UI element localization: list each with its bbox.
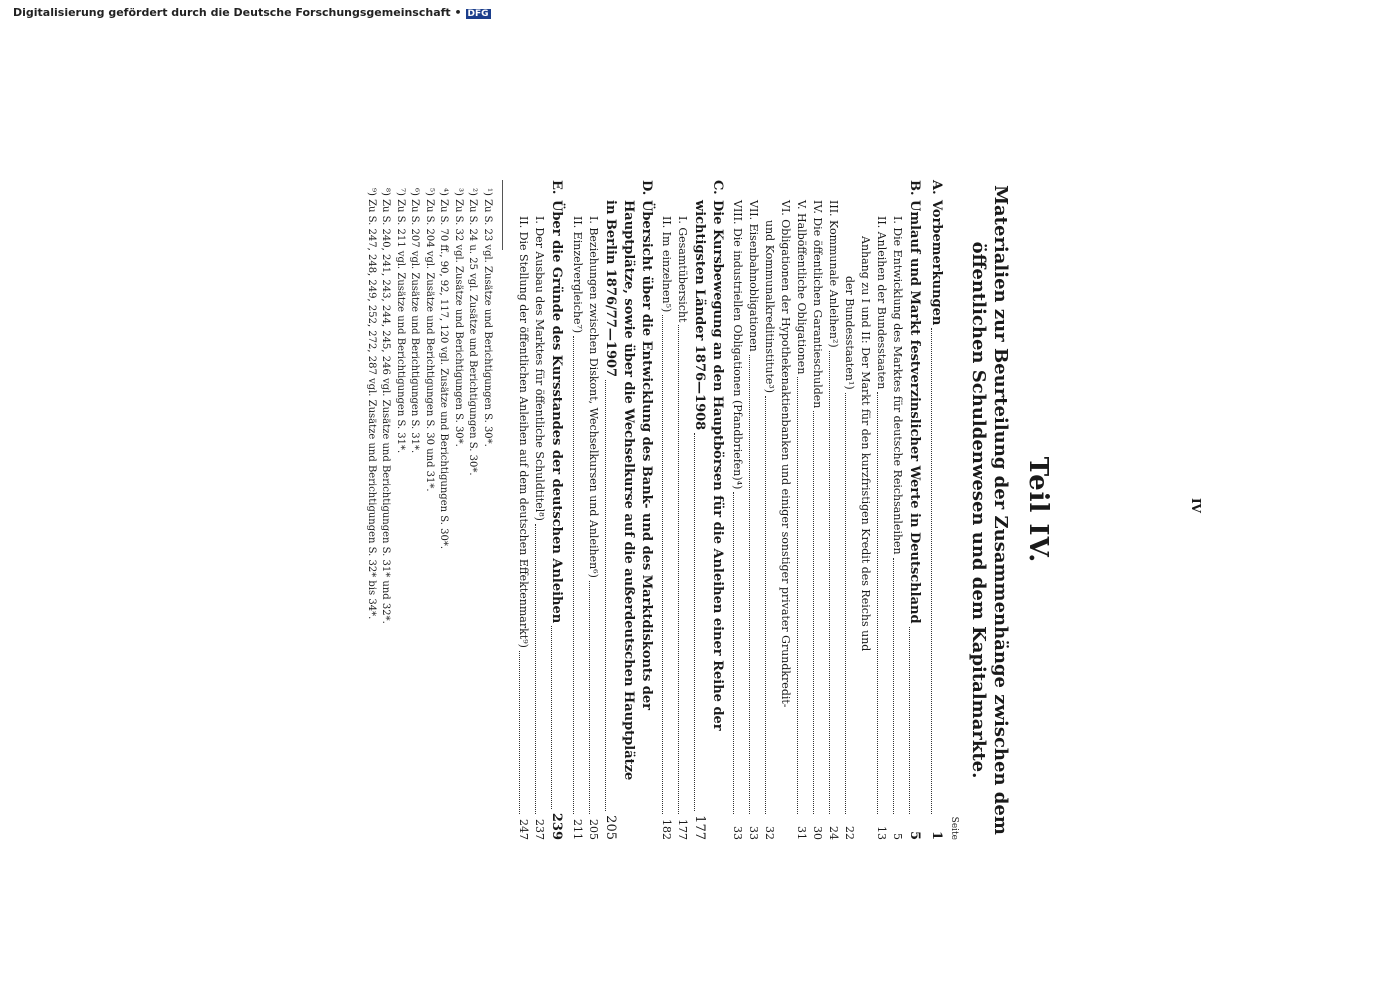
- leader-dots: [797, 377, 798, 814]
- toc-label: Übersicht über die Entwicklung des Bank- und des Marktdiskonts der: [639, 200, 654, 710]
- main-title: Materialien zur Beurteilung der Zusammenhänge zwischen dem öffentlichen Schuldenwesen und dem Kapitalmarkte.: [968, 185, 1011, 835]
- toc-entry-b: [905, 180, 924, 840]
- toc-page: 24: [827, 826, 840, 840]
- footnote-text: Zu S. 70 ff., 90, 92, 117, 120 vgl. Zusätze und Berichtigungen S. 30*.: [438, 199, 450, 550]
- toc-page: 177: [676, 819, 689, 840]
- toc-entry-b5: [793, 180, 809, 840]
- toc-label: I. Der Ausbau des Marktes für öffentliche Schuldtitel⁸): [533, 216, 546, 521]
- footnote: [480, 180, 495, 840]
- leader-dots: [813, 411, 814, 814]
- toc-page: 1: [929, 830, 944, 840]
- toc-page: 5: [891, 833, 904, 840]
- toc-page: 177: [692, 815, 707, 840]
- footnote-mark: ⁴): [438, 188, 450, 196]
- toc-entry-d2: [569, 180, 585, 840]
- toc-page: 22: [843, 826, 856, 840]
- toc-entry-b3: [825, 180, 841, 840]
- toc-entry-e2: [515, 180, 531, 840]
- toc-label: VIII. Die industriellen Obligationen (Pfandbriefen)⁴): [731, 200, 744, 490]
- toc-entry-a: [927, 180, 946, 840]
- leader-dots: [749, 355, 750, 814]
- footnote: [364, 180, 379, 840]
- leader-dots: [573, 336, 574, 814]
- footnote-mark: ²): [467, 188, 479, 196]
- toc-label-cont: der Bundesstaaten¹): [843, 276, 856, 390]
- footnote-text: Zu S. 207 vgl. Zusätze und Berichtigungen S. 31*.: [409, 199, 421, 454]
- toc-page: 182: [660, 819, 673, 840]
- toc-entry-b8: [729, 180, 745, 840]
- toc-page: 239: [549, 812, 564, 840]
- toc-entry-c: [690, 180, 726, 840]
- footnote-mark: ⁹): [366, 188, 377, 196]
- leader-dots: [931, 328, 932, 814]
- leader-dots: [733, 492, 734, 814]
- toc-entry-e: [547, 180, 566, 840]
- leader-dots: [829, 351, 830, 814]
- leader-dots: [519, 651, 520, 814]
- credit-text: Digitalisierung gefördert durch die Deutsche Forschungsgemeinschaft •: [13, 6, 462, 19]
- dfg-logo: DFG: [467, 9, 489, 19]
- toc-page: 31: [795, 826, 808, 840]
- toc-label-cont: und Kommunalkreditinstitute³): [763, 220, 776, 394]
- toc-label: I. Gesamtübersicht: [676, 216, 689, 323]
- leader-dots: [877, 392, 878, 814]
- toc-letter: C.: [710, 180, 725, 195]
- toc-entry-e1: [531, 180, 547, 840]
- toc-page: 33: [731, 826, 744, 840]
- toc-label: Über die Gründe des Kursstandes der deutschen Anleihen: [549, 200, 564, 624]
- leader-dots: [662, 315, 663, 814]
- page-number: IV: [1189, 498, 1203, 513]
- toc-label: Vorbemerkungen: [929, 200, 944, 326]
- toc-page: 211: [571, 819, 584, 840]
- footnote: [393, 180, 408, 840]
- part-title: Teil IV.: [1023, 456, 1053, 564]
- footnote-mark: ¹): [482, 188, 493, 196]
- toc-entry-c1: [674, 180, 690, 840]
- toc-page: 30: [811, 826, 824, 840]
- toc-label: II. Einzelvergleiche⁷): [571, 216, 584, 334]
- toc-label: VI. Obligationen der Hypothekenaktienbanken und einiger sonstiger privater Grundkredit-: [779, 200, 792, 708]
- toc-label-cont: in Berlin 1876/77—1907: [603, 200, 618, 378]
- footnote-text: Zu S. 247, 248, 249, 252, 272, 287 vgl. Zusätze und Berichtigungen S. 32* bis 34*.: [366, 199, 377, 620]
- toc-page: 5: [907, 830, 922, 840]
- toc-entry-b1: [889, 180, 905, 840]
- toc-page: 33: [747, 826, 760, 840]
- toc-label: II. Anleihen der Bundesstaaten: [875, 216, 888, 390]
- footnote-mark: ⁶): [409, 188, 421, 196]
- footnote-text: Zu S. 211 vgl. Zusätze und Berichtigungen S. 31*.: [395, 199, 406, 454]
- toc-page: 247: [517, 819, 530, 840]
- footnote: [465, 180, 480, 840]
- toc-letter: D.: [639, 180, 654, 196]
- footnote-text: Zu S. 240, 241, 243, 244, 245, 246 vgl. Zusätze und Berichtigungen S. 31* und 32*.: [380, 199, 392, 624]
- footnote: [407, 180, 422, 840]
- toc-page: 205: [603, 815, 618, 840]
- toc-entry-b2: [873, 180, 889, 840]
- toc-label-cont: Hauptplätze, sowie über die Wechselkurse auf die außerdeutschen Hauptplätze: [621, 200, 636, 781]
- footnote-mark: ³): [453, 188, 464, 196]
- toc-label: I. Die Entwicklung des Marktes für deutsche Reichsanleihen: [891, 216, 904, 555]
- toc-label: Umlauf und Markt festverzinslicher Werte in Deutschland: [907, 200, 922, 624]
- footnote: [422, 180, 437, 840]
- toc-label: II. Die Stellung der öffentlichen Anleihen auf dem deutschen Effektenmarkt⁹): [517, 216, 530, 648]
- seite-label: Seite: [949, 816, 959, 840]
- leader-dots: [694, 433, 695, 811]
- toc-entry-d: [601, 180, 655, 840]
- leader-dots: [551, 626, 552, 809]
- toc-page: 205: [587, 819, 600, 840]
- toc-label: II. Im einzelnen⁵): [660, 216, 673, 313]
- digitization-credit: [13, 6, 491, 19]
- toc-label: Anhang zu I und II: Der Markt für den kurzfristigen Kredit des Reichs und: [859, 236, 872, 652]
- toc-label: III. Kommunale Anleihen²): [827, 200, 840, 348]
- footnote-text: Zu S. 204 vgl. Zusätze und Berichtigungen S. 30 und 31*.: [424, 199, 435, 492]
- toc-page: 13: [875, 826, 888, 840]
- toc-letter: E.: [549, 180, 564, 195]
- footnote: [451, 180, 466, 840]
- toc-label: I. Beziehungen zwischen Diskont, Wechselkursen und Anleihen⁶): [587, 216, 600, 578]
- footnotes: [364, 180, 495, 840]
- leader-dots: [605, 380, 606, 811]
- toc-entry-c2: [658, 180, 674, 840]
- toc-entry-b4: [809, 180, 825, 840]
- toc-label: V. Halböffentliche Obligationen: [795, 200, 808, 375]
- toc-letter: B.: [907, 180, 922, 196]
- footnote-text: Zu S. 32 vgl. Zusätze und Berichtigungen S. 30*.: [453, 199, 464, 447]
- footnote-mark: ⁵): [424, 188, 435, 196]
- toc-page: 237: [533, 819, 546, 840]
- toc-page: 32: [763, 826, 776, 840]
- footnote-text: Zu S. 24 u. 25 vgl. Zusätze und Berichtigungen S. 30*.: [467, 199, 479, 476]
- toc-label: VII. Eisenbahnobligationen: [747, 200, 760, 352]
- leader-dots: [765, 396, 766, 814]
- leader-dots: [535, 524, 536, 814]
- toc-label: Die Kursbewegung an den Hauptbörsen für die Anleihen einer Reihe der: [710, 200, 725, 731]
- toc-entry-b2-appendix: [841, 180, 873, 840]
- leader-dots: [909, 627, 910, 814]
- leader-dots: [845, 393, 846, 814]
- toc-entry-d1: [585, 180, 601, 840]
- page-content: [364, 180, 1259, 840]
- toc-letter: A.: [929, 180, 944, 195]
- toc-entry-b6: [761, 180, 793, 840]
- leader-dots: [893, 558, 894, 814]
- footnote-mark: ⁷): [395, 188, 406, 196]
- toc-label: IV. Die öffentlichen Garantieschulden: [811, 200, 824, 409]
- footnote-text: Zu S. 23 vgl. Zusätze und Berichtigungen S. 30*.: [482, 199, 493, 447]
- footnote: [378, 180, 393, 840]
- footnote: [436, 180, 451, 840]
- toc-entry-b7: [745, 180, 761, 840]
- toc-label-cont: wichtigsten Länder 1876—1908: [692, 200, 707, 431]
- leader-dots: [589, 581, 590, 814]
- footnote-mark: ⁸): [380, 188, 392, 196]
- footnote-divider: [502, 180, 503, 250]
- leader-dots: [678, 325, 679, 814]
